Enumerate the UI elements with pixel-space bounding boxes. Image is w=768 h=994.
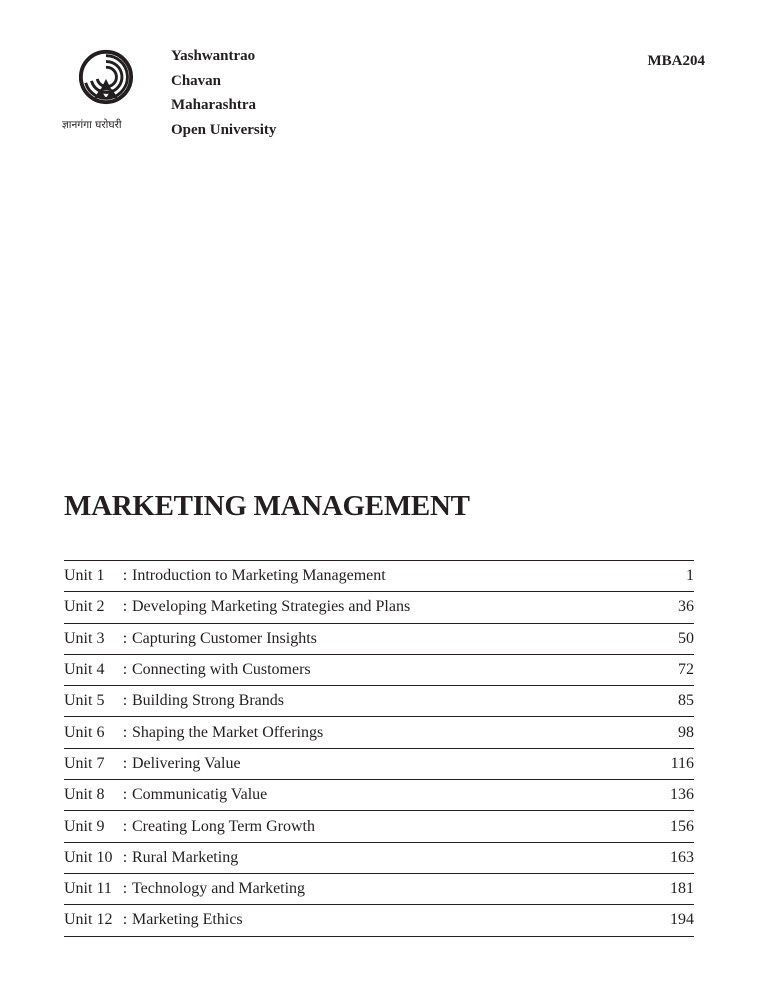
unit-title: Introduction to Marketing Management bbox=[132, 567, 386, 585]
page-number: 98 bbox=[678, 723, 694, 741]
separator: : bbox=[122, 754, 128, 772]
university-name-line: Open University bbox=[171, 121, 277, 138]
unit-label: Unit 8 bbox=[64, 786, 105, 804]
university-logo bbox=[62, 48, 152, 140]
separator: : bbox=[122, 911, 128, 929]
separator: : bbox=[122, 661, 128, 679]
unit-label: Unit 11 bbox=[64, 880, 112, 898]
unit-title: Developing Marketing Strategies and Plans bbox=[132, 598, 411, 616]
unit-label: Unit 9 bbox=[64, 817, 105, 835]
unit-label: Unit 10 bbox=[64, 848, 113, 866]
toc-row bbox=[64, 843, 694, 874]
page-number: 50 bbox=[678, 629, 694, 647]
unit-title: Delivering Value bbox=[132, 754, 241, 772]
unit-title: Shaping the Market Offerings bbox=[132, 723, 324, 741]
toc-row bbox=[64, 780, 694, 811]
page-number: 156 bbox=[670, 817, 694, 835]
separator: : bbox=[122, 817, 128, 835]
page-number: 194 bbox=[670, 911, 694, 929]
separator: : bbox=[122, 629, 128, 647]
unit-title: Creating Long Term Growth bbox=[132, 817, 315, 835]
unit-title: Marketing Ethics bbox=[132, 911, 243, 929]
unit-title: Capturing Customer Insights bbox=[132, 629, 317, 647]
unit-title: Rural Marketing bbox=[132, 848, 239, 866]
toc-row bbox=[64, 592, 694, 623]
toc-row bbox=[64, 874, 694, 905]
unit-label: Unit 4 bbox=[64, 661, 105, 679]
toc-row bbox=[64, 811, 694, 842]
toc-row bbox=[64, 561, 694, 592]
toc-row bbox=[64, 905, 694, 936]
university-emblem-icon bbox=[77, 48, 135, 106]
page-number: 72 bbox=[678, 661, 694, 679]
page-number: 116 bbox=[670, 754, 694, 772]
page-number: 181 bbox=[670, 880, 694, 898]
page-number: 85 bbox=[678, 692, 694, 710]
course-code: MBA204 bbox=[647, 53, 705, 69]
unit-label: Unit 6 bbox=[64, 723, 105, 741]
unit-label: Unit 3 bbox=[64, 629, 105, 647]
unit-title: Building Strong Brands bbox=[132, 692, 285, 710]
toc-row bbox=[64, 749, 694, 780]
toc-row bbox=[64, 624, 694, 655]
unit-title: Technology and Marketing bbox=[132, 880, 306, 898]
separator: : bbox=[122, 848, 128, 866]
toc-row bbox=[64, 717, 694, 748]
unit-label: Unit 5 bbox=[64, 692, 105, 710]
page-number: 163 bbox=[670, 848, 694, 866]
unit-title: Connecting with Customers bbox=[132, 661, 311, 679]
page-number: 36 bbox=[678, 598, 694, 616]
university-name bbox=[171, 44, 276, 142]
toc-row bbox=[64, 655, 694, 686]
table-of-contents bbox=[64, 560, 694, 937]
separator: : bbox=[122, 692, 128, 710]
separator: : bbox=[122, 723, 128, 741]
page-number: 136 bbox=[670, 786, 694, 804]
university-name-line: Yashwantrao bbox=[171, 48, 256, 64]
university-name-line: Maharashtra bbox=[171, 97, 256, 113]
page-title: MARKETING MANAGEMENT bbox=[64, 490, 470, 522]
page-number: 1 bbox=[686, 567, 694, 585]
unit-label: Unit 7 bbox=[64, 754, 105, 772]
separator: : bbox=[122, 786, 128, 804]
unit-label: Unit 2 bbox=[64, 598, 105, 616]
separator: : bbox=[122, 567, 128, 585]
university-name-line: Chavan bbox=[171, 72, 222, 89]
separator: : bbox=[122, 598, 128, 616]
separator: : bbox=[122, 880, 128, 898]
toc-row bbox=[64, 686, 694, 717]
logo-tagline: ज्ञानगंगा घरोघरी bbox=[62, 119, 122, 131]
unit-title: Communicatig Value bbox=[132, 786, 268, 804]
unit-label: Unit 12 bbox=[64, 911, 113, 929]
unit-label: Unit 1 bbox=[64, 567, 105, 585]
